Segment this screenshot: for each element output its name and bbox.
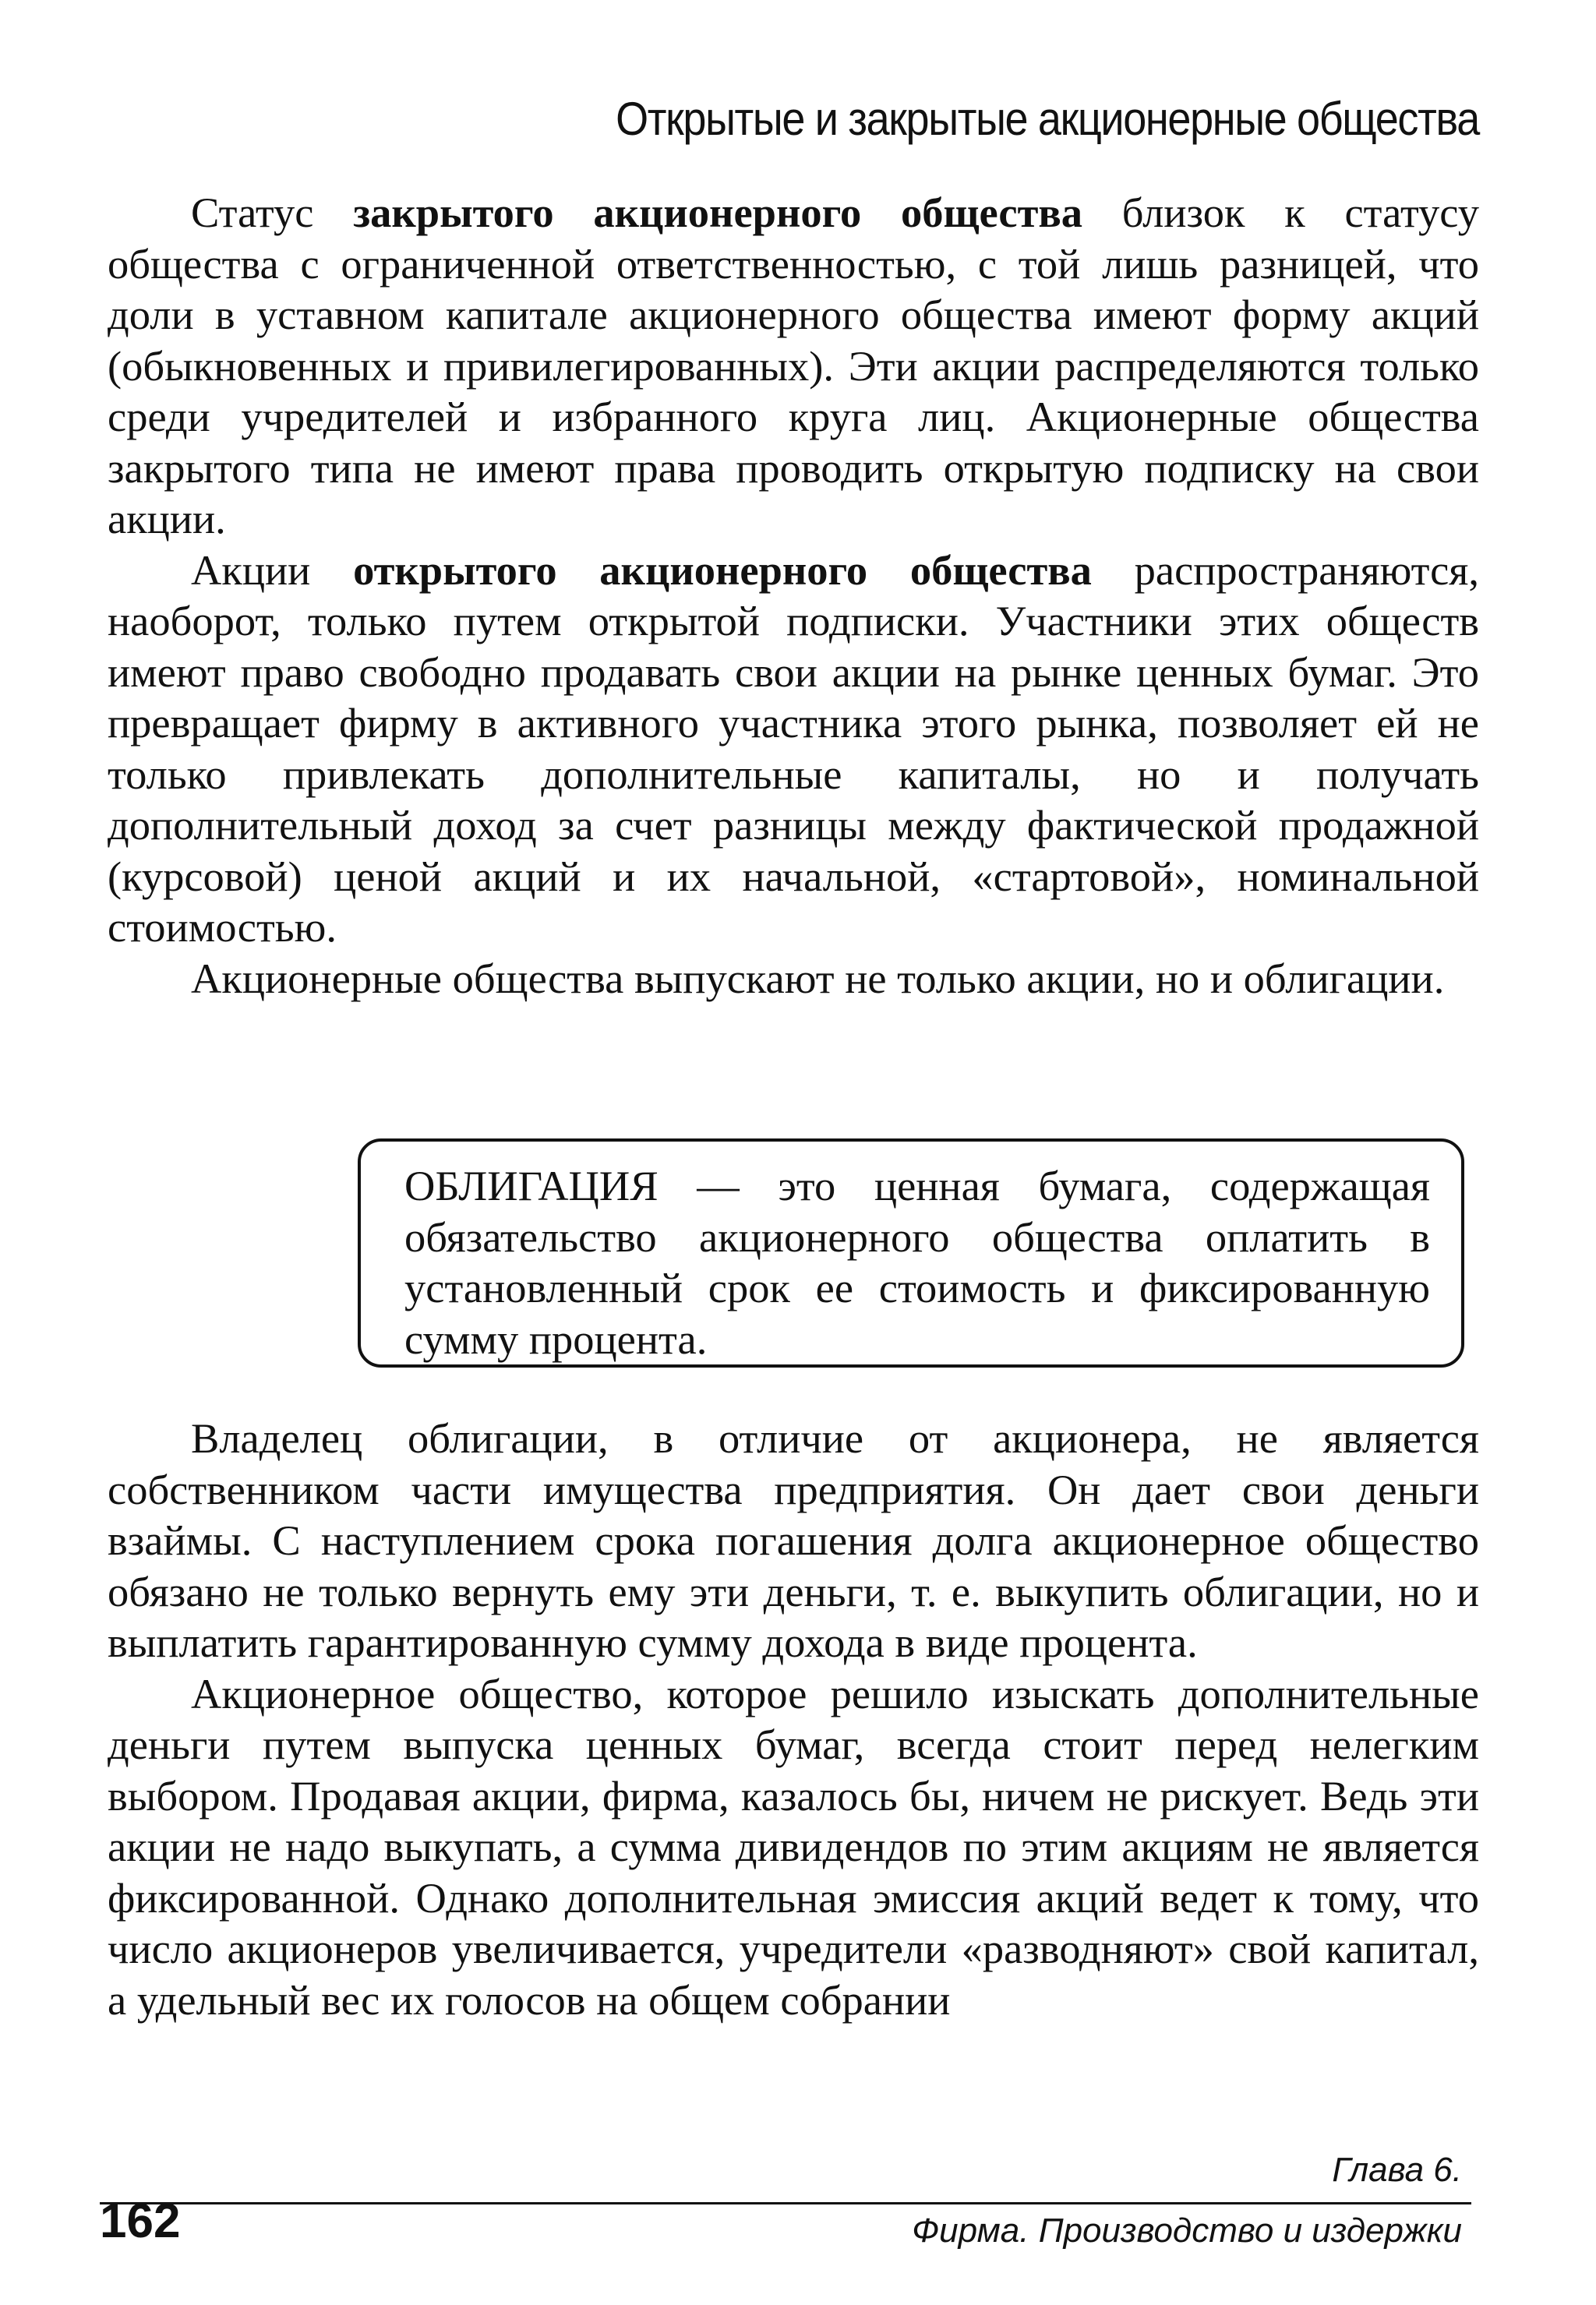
paragraph-bond-owner: Владелец облигации, в отличие от акционера, не является собственником части имущества предприятия. Он дает свои деньги взаймы. С наступлением срока погашения долга акционерное общество обязано не только вернуть ему эти деньги, т. е. выкупить облигации, но и выплатить гарантированную сумму дохода в виде процента.: [108, 1414, 1479, 1666]
footer-rule: [100, 2202, 1471, 2204]
paragraph-closed-jsc: [108, 187, 1479, 545]
paragraph-rest: близок к статусу общества с ограниченной ответственностью, с той лишь разницей, что доли в уставном капитале акционерного общества имеют форму акций (обыкновенных и привилегированных). Эти акции распределяются только среди учредителей и избранного круга лиц. Акционерные общества закрытого типа не имеют права проводить открытую подписку на свои акции.: [108, 189, 1480, 542]
text-block-top: [108, 187, 1479, 1004]
paragraph-bonds-intro: Акционерные общества выпускают не только акции, но и облигации.: [191, 954, 1445, 1002]
paragraph-lead: Акции: [191, 545, 354, 594]
paragraph-securities-choice: Акционерное общество, которое решило изыскать дополнительные деньги путем выпуска ценных бумаг, всегда стоит перед нелегким выбором. Продавая акции, фирма, казалось бы, ничем не рискует. Ведь эти акции не надо выкупать, а сумма дивидендов по этим акциям не является фиксированной. Однако дополнительная эмиссия акций ведет к тому, что число акционеров увеличивается, учредители «разводняют» свой капитал, а удельный вес их голосов на общем собрании: [108, 1669, 1479, 2024]
chapter-title: Фирма. Производство и издержки: [912, 2211, 1462, 2250]
page-number: 162: [100, 2194, 181, 2248]
bond-definition-box: ОБЛИГАЦИЯ — это ценная бумага, содержащая обязательство акционерного общества оплатить в установленный срок ее стоимость и фиксированную сумму процента.: [358, 1138, 1464, 1368]
paragraph-open-jsc: [108, 545, 1479, 953]
running-head: Открытые и закрытые акционерные общества: [616, 93, 1479, 145]
term-open-jsc: открытого акционерного общества: [353, 545, 1092, 594]
paragraph-lead: Статус: [191, 189, 354, 236]
chapter-label: Глава 6.: [1332, 2151, 1462, 2189]
term-closed-jsc: закрытого акционерного общества: [353, 189, 1083, 236]
paragraph-rest: распространяются, наоборот, только путем открытой подписки. Участники этих обществ имеют право свободно продавать свои акции на рынке ценных бумаг. Это превращает фирму в активного участника этого рынка, позволяет ей не только привлекать дополнительные капиталы, но и получать дополнительный доход за счет разницы между фактической продажной (курсовой) ценой акций и их начальной, «стартовой», номинальной стоимостью.: [108, 545, 1479, 951]
text-block-bottom: [108, 1413, 1479, 2025]
